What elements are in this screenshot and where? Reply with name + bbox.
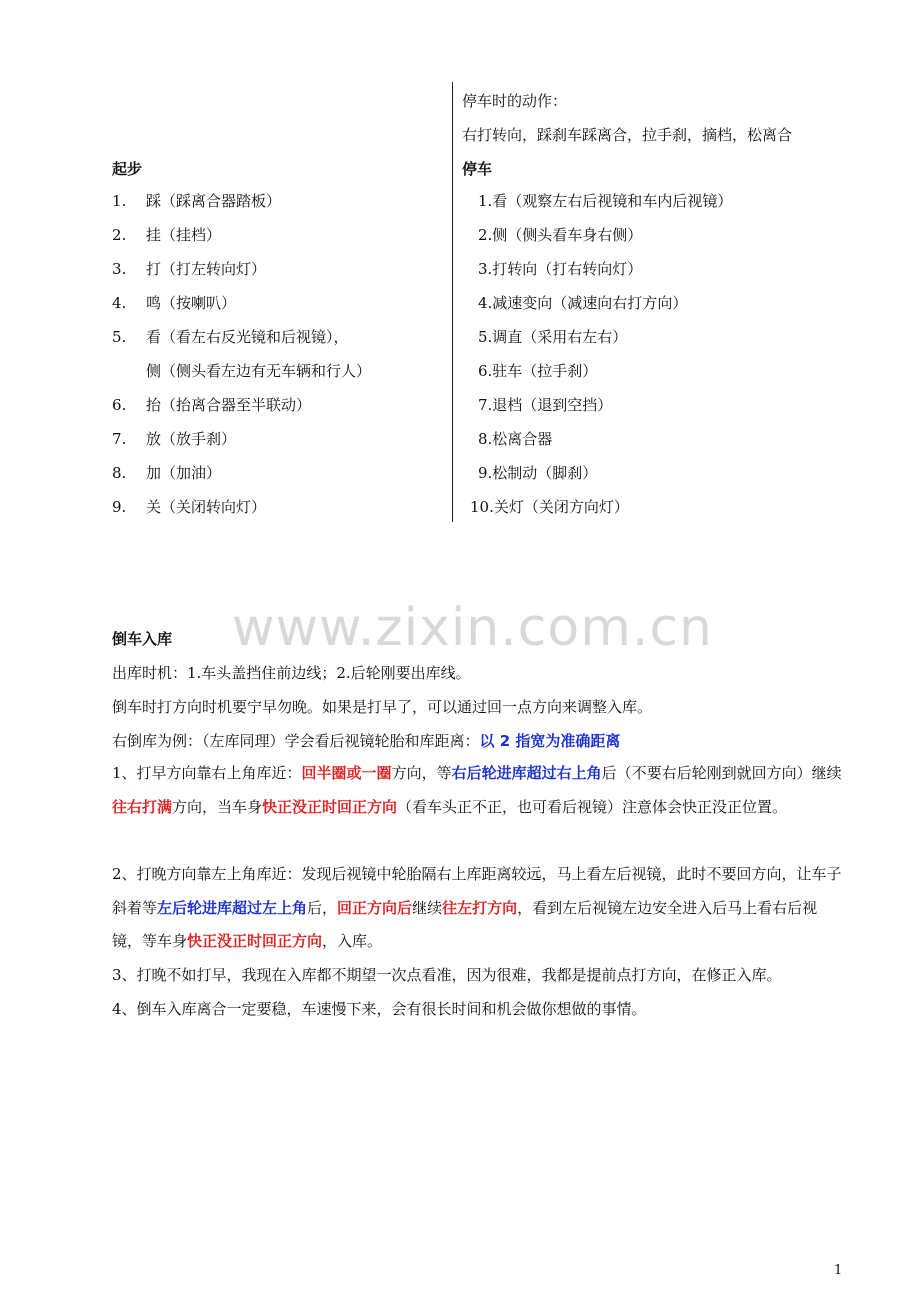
list-item: 1. 踩（踩离合器踏板） <box>112 192 282 210</box>
start-steps-list <box>112 184 371 524</box>
emphasis-red: 回正方向后 <box>337 898 413 917</box>
reverse-paragraph-2: 2、打晚方向靠左上角库近：发现后视镜中轮胎隔右上库距离较远，马上看左后视镜，此时不要回方向，让车子斜着等左后轮进库超过左上角后，回正方向后继续往左打方向，看到左后视镜左边安全进入后马上看右后视镜，等车身快正没正时回正方向，入库。 <box>112 865 842 950</box>
emphasis-red: 快正没正时回正方向 <box>187 932 323 950</box>
stop-actions-title: 停车时的动作： <box>462 92 568 110</box>
reverse-line-1: 出库时机：1.车头盖挡住前边线；2.后轮刚要出库线。 <box>112 664 471 682</box>
list-item: 5. 看（看左右反光镜和后视镜）， <box>112 328 349 346</box>
list-item: 9. 关（关闭转向灯） <box>112 498 267 516</box>
list-item: 8. 加（加油） <box>112 464 222 482</box>
reverse-paragraph-4: 4、倒车入库离合一定要稳，车速慢下来，会有很长时间和机会做你想做的事情。 <box>112 1000 647 1018</box>
stop-steps-list <box>470 184 732 524</box>
list-item: 4.减速变向（减速向右打方向） <box>478 294 688 312</box>
emphasis-blue: 以 2 指宽为准确距离 <box>479 732 621 750</box>
list-item: 3. 打（打左转向灯） <box>112 260 267 278</box>
list-item: 侧（侧头看左边有无车辆和行人） <box>146 362 372 380</box>
list-item: 2. 挂（挂档） <box>112 226 222 244</box>
page-number: 1 <box>834 1263 843 1278</box>
list-item: 8.松离合器 <box>478 430 553 448</box>
list-item: 5.调直（采用右左右） <box>478 328 628 346</box>
list-item: 2.侧（侧头看车身右侧） <box>478 226 643 244</box>
list-item: 6. 抬（抬离合器至半联动） <box>112 396 312 414</box>
list-item: 3.打转向（打右转向灯） <box>478 260 643 278</box>
list-item: 1.看（观察左右后视镜和车内后视镜） <box>478 192 733 210</box>
emphasis-blue: 左后轮进库超过左上角 <box>157 898 308 917</box>
column-divider <box>452 82 453 522</box>
stop-actions-text: 右打转向，踩刹车踩离合，拉手刹，摘档，松离合 <box>462 126 793 144</box>
start-heading: 起步 <box>112 160 143 178</box>
list-item: 6.驻车（拉手刹） <box>478 362 598 380</box>
reverse-heading: 倒车入库 <box>112 630 173 648</box>
list-item: 7.退档（退到空挡） <box>478 396 613 414</box>
list-item: 9.松制动（脚刹） <box>478 464 598 482</box>
reverse-paragraph-3: 3、打晚不如打早，我现在入库都不期望一次点看准，因为很难，我都是提前点打方向，在修正入库。 <box>112 966 782 984</box>
emphasis-red: 往左打方向 <box>442 898 518 917</box>
list-item: 4. 鸣（按喇叭） <box>112 294 237 312</box>
emphasis-red: 往右打满 <box>112 797 173 816</box>
list-item: 10.关灯（关闭方向灯） <box>470 498 629 516</box>
emphasis-red: 回半圈或一圈 <box>301 764 392 782</box>
list-item: 7. 放（放手刹） <box>112 430 237 448</box>
reverse-line-3: 右倒库为例：（左库同理）学会看后视镜轮胎和库距离：以 2 指宽为准确距离 <box>112 732 621 750</box>
emphasis-blue: 右后轮进库超过右上角 <box>451 764 602 782</box>
emphasis-red: 快正没正时回正方向 <box>262 797 398 816</box>
reverse-line-2: 倒车时打方向时机要宁早勿晚。如果是打早了，可以通过回一点方向来调整入库。 <box>112 698 653 716</box>
reverse-paragraph-1: 1、打早方向靠右上角库近：回半圈或一圈方向，等右后轮进库超过右上角后（不要右后轮刚到就回方向）继续往右打满方向，当车身快正没正时回正方向（看车头正不正，也可看后视镜）注意体会快正没正位置。 <box>112 764 842 816</box>
watermark: www.zixin.com.cn <box>232 598 713 658</box>
stop-heading: 停车 <box>462 160 493 178</box>
